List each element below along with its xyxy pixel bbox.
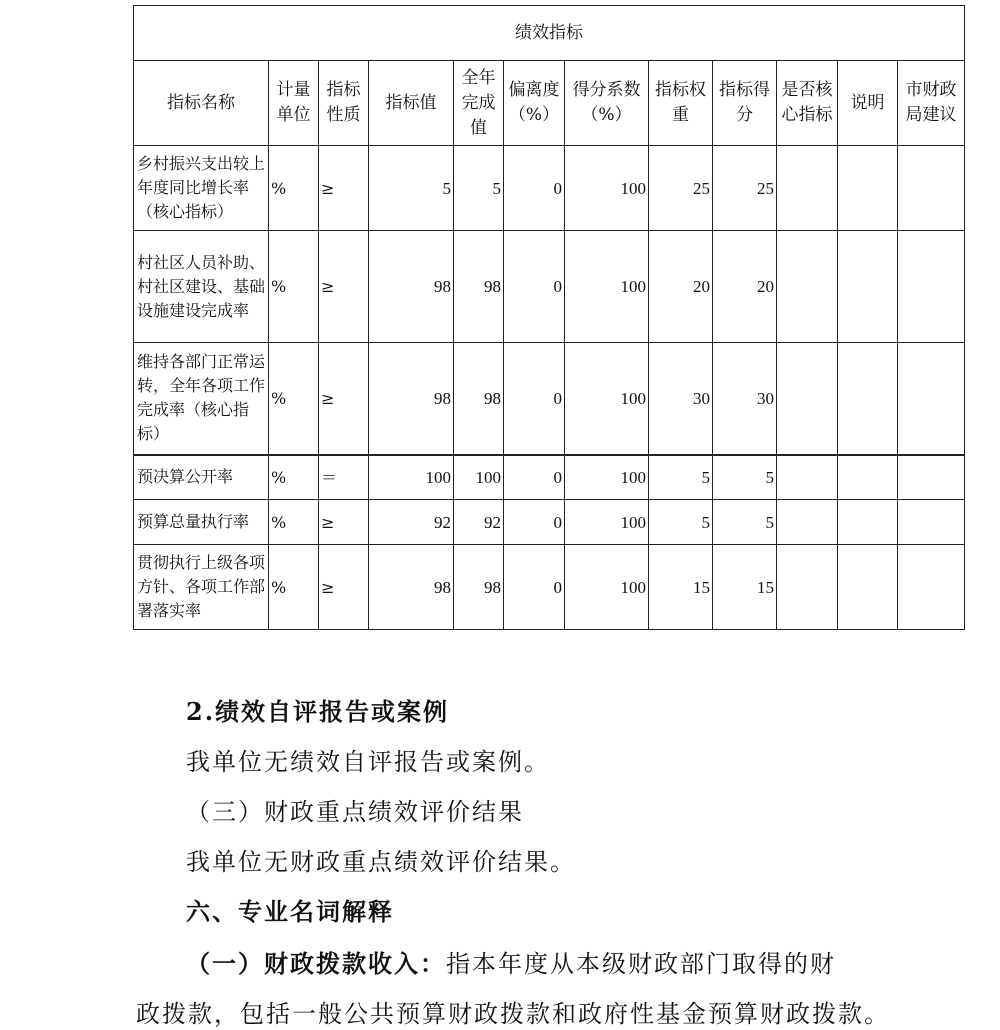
indicator-name: 乡村振兴支出较上年度同比增长率（核心指标） [134,146,269,231]
unit-cell: % [269,231,319,343]
nature-cell: ≥ [319,231,369,343]
deviation-cell: 0 [504,231,565,343]
score-cell: 5 [713,455,777,500]
core-cell [777,146,838,231]
weight-cell: 25 [649,146,713,231]
score-cell: 25 [713,146,777,231]
deviation-cell: 0 [504,343,565,455]
nature-cell: ≥ [319,545,369,630]
term1-text-b: 政拨款，包括一般公共预算财政拨款和政府性基金预算财政拨款。 [136,1000,890,1028]
performance-indicator-table [133,5,965,630]
header-actual-value: 全年完成值 [454,61,504,146]
indicator-name: 贯彻执行上级各项方针、各项工作部署落实率 [134,545,269,630]
weight-cell: 30 [649,343,713,455]
deviation-cell: 0 [504,455,565,500]
section2-paragraph: 我单位无绩效自评报告或案例。 [186,748,550,776]
target-cell: 98 [369,231,454,343]
target-cell: 98 [369,545,454,630]
note-cell [838,455,898,500]
actual-cell: 100 [454,455,504,500]
target-cell: 5 [369,146,454,231]
header-indicator-name: 指标名称 [134,61,269,146]
core-cell [777,545,838,630]
unit-cell: % [269,455,319,500]
header-target-value: 指标值 [369,61,454,146]
header-core-indicator: 是否核心指标 [777,61,838,146]
header-score-coefficient: 得分系数（%） [565,61,649,146]
actual-cell: 92 [454,500,504,545]
weight-cell: 15 [649,545,713,630]
deviation-cell: 0 [504,500,565,545]
indicator-name: 维持各部门正常运转，全年各项工作完成率（核心指标） [134,343,269,455]
header-unit: 计量单位 [269,61,319,146]
section6-heading: 六、专业名词解释 [186,897,394,926]
target-cell: 98 [369,343,454,455]
nature-cell: ≥ [319,500,369,545]
header-note: 说明 [838,61,898,146]
table-row [134,343,965,455]
nature-cell: ≥ [319,343,369,455]
actual-cell: 98 [454,231,504,343]
header-weight: 指标权重 [649,61,713,146]
unit-cell: % [269,500,319,545]
term1-line-a [186,948,836,980]
header-deviation: 偏离度（%） [504,61,565,146]
header-finance-bureau-advice: 市财政局建议 [898,61,965,146]
table-header-row [134,61,965,146]
nature-cell: ≥ [319,146,369,231]
weight-cell: 5 [649,455,713,500]
actual-cell: 98 [454,545,504,630]
section2-heading: 2.绩效自评报告或案例 [186,697,450,726]
deviation-cell: 0 [504,545,565,630]
nature-cell: ＝ [319,455,369,500]
coefficient-cell: 100 [565,500,649,545]
coefficient-cell: 100 [565,343,649,455]
indicator-name: 村社区人员补助、村社区建设、基础设施建设完成率 [134,231,269,343]
core-cell [777,455,838,500]
table-row [134,545,965,630]
table-row [134,231,965,343]
target-cell: 100 [369,455,454,500]
core-cell [777,500,838,545]
advice-cell [898,545,965,630]
table-row [134,500,965,545]
table-row [134,146,965,231]
core-cell [777,231,838,343]
header-score: 指标得分 [713,61,777,146]
coefficient-cell: 100 [565,146,649,231]
term1-label: （一）财政拨款收入： [186,949,446,978]
unit-cell: % [269,545,319,630]
weight-cell: 20 [649,231,713,343]
indicator-name: 预决算公开率 [134,455,269,500]
note-cell [838,545,898,630]
actual-cell: 98 [454,343,504,455]
note-cell [838,343,898,455]
unit-cell: % [269,343,319,455]
advice-cell [898,343,965,455]
coefficient-cell: 100 [565,545,649,630]
advice-cell [898,455,965,500]
term1-text-a: 指本年度从本级财政部门取得的财 [446,950,836,978]
unit-cell: % [269,146,319,231]
actual-cell: 5 [454,146,504,231]
score-cell: 15 [713,545,777,630]
note-cell [838,231,898,343]
advice-cell [898,231,965,343]
score-cell: 30 [713,343,777,455]
core-cell [777,343,838,455]
section3-heading: （三）财政重点绩效评价结果 [186,798,524,826]
table-row [134,455,965,500]
table-title: 绩效指标 [134,6,965,61]
note-cell [838,500,898,545]
advice-cell [898,500,965,545]
indicator-name: 预算总量执行率 [134,500,269,545]
header-nature: 指标性质 [319,61,369,146]
advice-cell [898,146,965,231]
target-cell: 92 [369,500,454,545]
section3-paragraph: 我单位无财政重点绩效评价结果。 [186,848,576,876]
deviation-cell: 0 [504,146,565,231]
note-cell [838,146,898,231]
score-cell: 5 [713,500,777,545]
coefficient-cell: 100 [565,231,649,343]
weight-cell: 5 [649,500,713,545]
score-cell: 20 [713,231,777,343]
coefficient-cell: 100 [565,455,649,500]
